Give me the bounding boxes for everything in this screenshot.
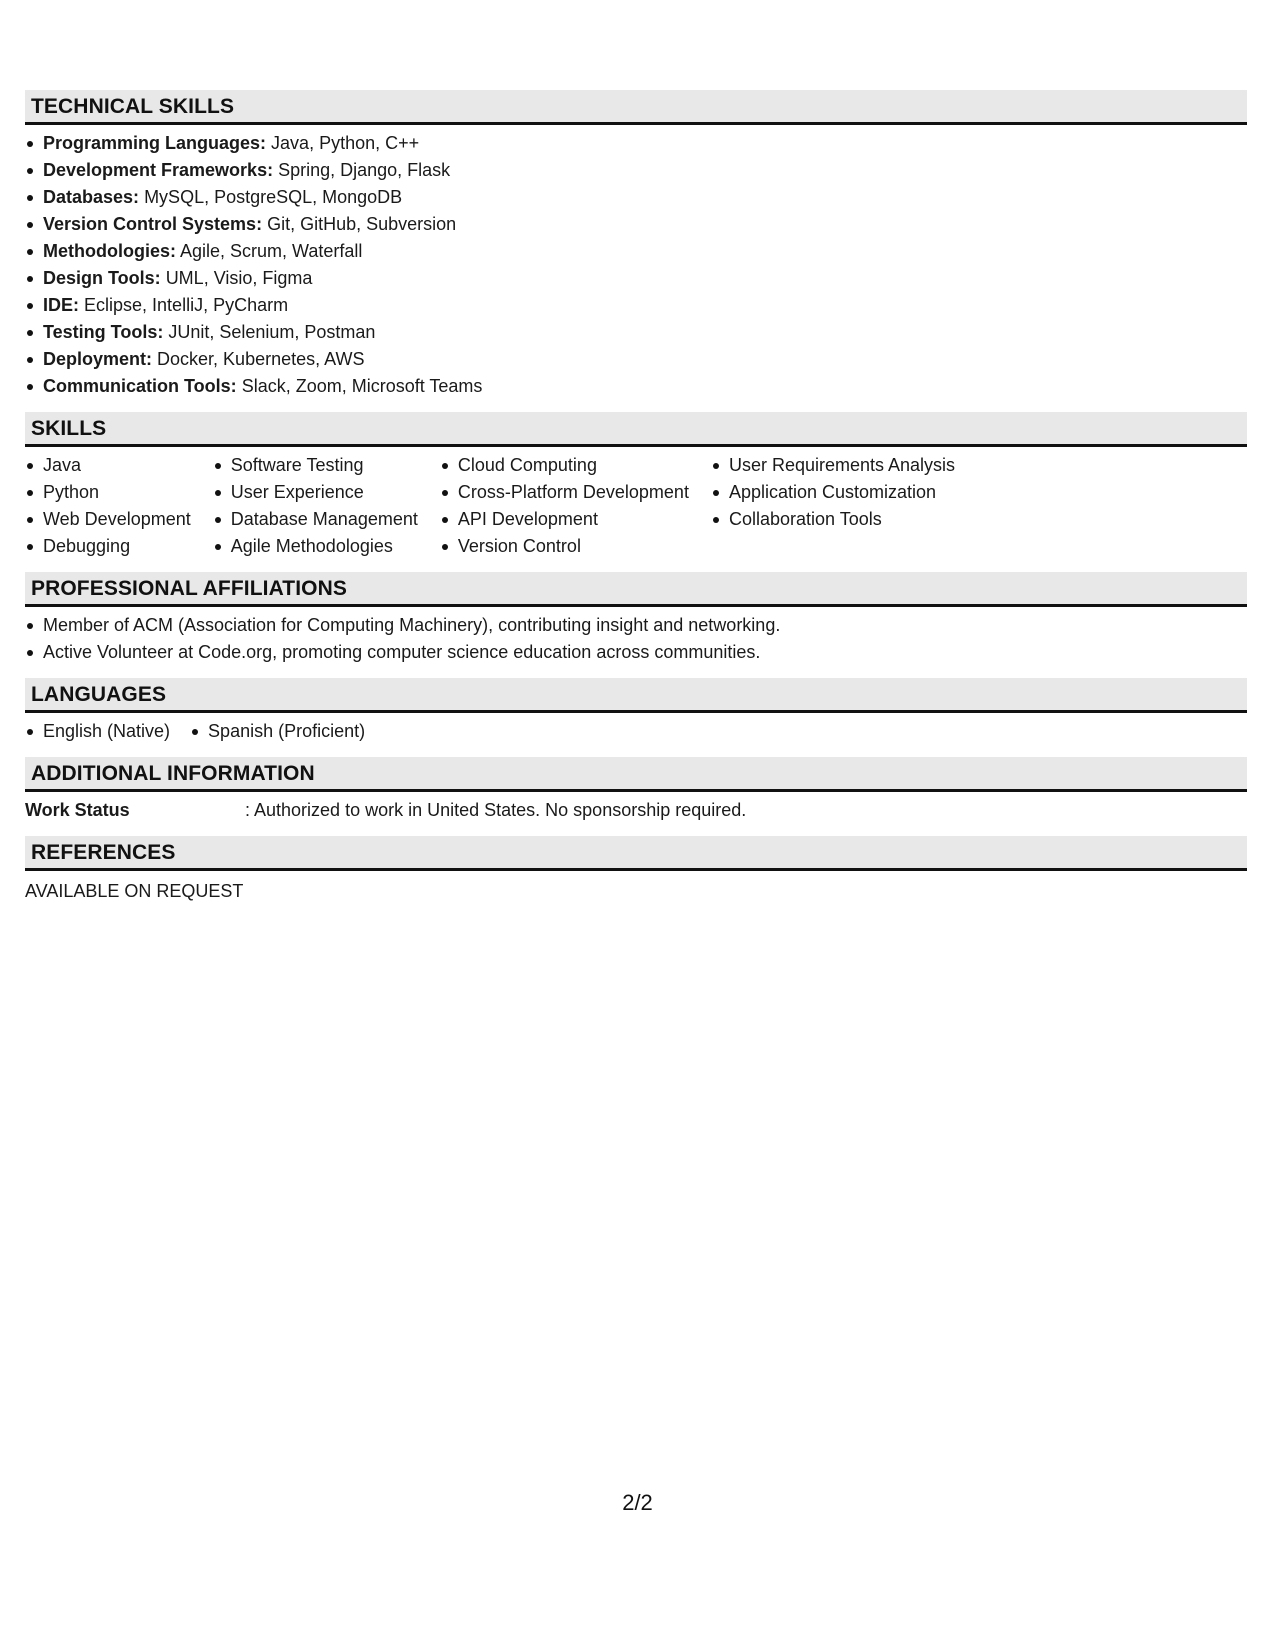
affiliations-list xyxy=(25,607,1247,666)
list-item: English (Native) xyxy=(25,718,170,745)
list-item: Agile Methodologies xyxy=(213,533,418,560)
skill-category-label: Methodologies: xyxy=(43,241,176,261)
list-item: Spanish (Proficient) xyxy=(190,718,365,745)
skills-column xyxy=(440,452,689,560)
section-title: ADDITIONAL INFORMATION xyxy=(25,757,1247,792)
list-item: Cross-Platform Development xyxy=(440,479,689,506)
skill-category-label: Design Tools: xyxy=(43,268,161,288)
skill-category-label: Deployment: xyxy=(43,349,153,369)
work-status-row xyxy=(25,792,1247,824)
additional-info-section xyxy=(25,757,1247,824)
skill-category-value: Docker, Kubernetes, AWS xyxy=(157,349,365,369)
list-item: Application Customization xyxy=(711,479,955,506)
section-title: TECHNICAL SKILLS xyxy=(25,90,1247,125)
list-item: Python xyxy=(25,479,191,506)
skills-section xyxy=(25,412,1247,560)
skill-category-value: MySQL, PostgreSQL, MongoDB xyxy=(144,187,403,207)
list-item xyxy=(25,319,1247,346)
list-item: Java xyxy=(25,452,191,479)
section-title: LANGUAGES xyxy=(25,678,1247,713)
skills-column xyxy=(711,452,955,560)
list-item: Software Testing xyxy=(213,452,418,479)
skill-category-label: Development Frameworks: xyxy=(43,160,274,180)
list-item xyxy=(25,211,1247,238)
list-item: Web Development xyxy=(25,506,191,533)
skill-category-label: Programming Languages: xyxy=(43,133,267,153)
list-item: Active Volunteer at Code.org, promoting computer science education across communities. xyxy=(25,639,1247,666)
languages-section xyxy=(25,678,1247,745)
skill-category-label: Version Control Systems: xyxy=(43,214,263,234)
skill-category-label: Databases: xyxy=(43,187,140,207)
work-status-value: : Authorized to work in United States. No sponsorship required. xyxy=(245,800,747,820)
languages-list xyxy=(25,713,1247,745)
skill-category-label: Testing Tools: xyxy=(43,322,164,342)
list-item: Version Control xyxy=(440,533,689,560)
list-item xyxy=(25,157,1247,184)
skills-column xyxy=(213,452,418,560)
section-title: REFERENCES xyxy=(25,836,1247,871)
work-status-label: Work Status xyxy=(25,800,130,820)
list-item xyxy=(25,373,1247,400)
list-item: Debugging xyxy=(25,533,191,560)
skill-category-value: Git, GitHub, Subversion xyxy=(267,214,457,234)
list-item xyxy=(25,238,1247,265)
list-item: Member of ACM (Association for Computing Machinery), contributing insight and networking. xyxy=(25,612,1247,639)
skills-grid xyxy=(25,447,1247,560)
skill-category-label: IDE: xyxy=(43,295,79,315)
list-item xyxy=(25,346,1247,373)
references-text: AVAILABLE ON REQUEST xyxy=(25,881,244,901)
skill-category-label: Communication Tools: xyxy=(43,376,237,396)
list-item xyxy=(25,130,1247,157)
list-item: User Experience xyxy=(213,479,418,506)
skill-category-value: Agile, Scrum, Waterfall xyxy=(180,241,363,261)
skill-category-value: Java, Python, C++ xyxy=(271,133,420,153)
skill-category-value: Slack, Zoom, Microsoft Teams xyxy=(241,376,483,396)
section-title: SKILLS xyxy=(25,412,1247,447)
skill-category-value: Eclipse, IntelliJ, PyCharm xyxy=(84,295,289,315)
list-item xyxy=(25,184,1247,211)
list-item xyxy=(25,292,1247,319)
list-item xyxy=(25,265,1247,292)
section-title: PROFESSIONAL AFFILIATIONS xyxy=(25,572,1247,607)
skill-category-value: JUnit, Selenium, Postman xyxy=(168,322,376,342)
technical-skills-section xyxy=(25,90,1247,400)
references-section xyxy=(25,836,1247,905)
list-item: Database Management xyxy=(213,506,418,533)
skill-category-value: Spring, Django, Flask xyxy=(278,160,451,180)
page-number: 2/2 xyxy=(622,1490,653,1515)
affiliations-section xyxy=(25,572,1247,666)
list-item: User Requirements Analysis xyxy=(711,452,955,479)
resume-page xyxy=(25,90,1247,917)
list-item: Cloud Computing xyxy=(440,452,689,479)
skills-column xyxy=(25,452,191,560)
technical-skills-list xyxy=(25,125,1247,400)
list-item: Collaboration Tools xyxy=(711,506,955,533)
skill-category-value: UML, Visio, Figma xyxy=(165,268,313,288)
list-item: API Development xyxy=(440,506,689,533)
